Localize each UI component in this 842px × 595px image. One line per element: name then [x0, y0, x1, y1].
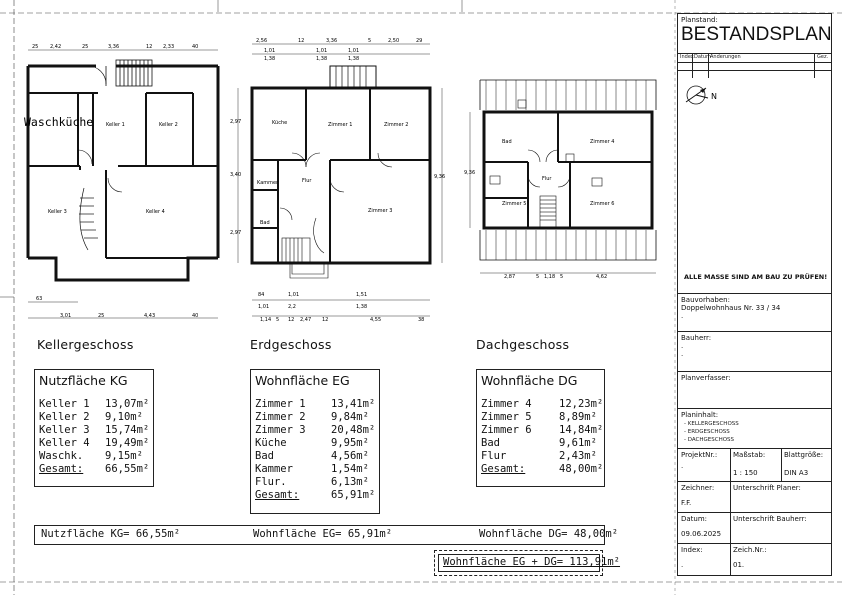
area-total-row [39, 463, 150, 475]
planverfasser-label: Planverfasser: [681, 374, 731, 382]
bauvorhaben-dot: . [681, 312, 684, 320]
dim-eg-bottom: 2,2 [288, 304, 296, 310]
summary-total-box [434, 550, 621, 576]
dim-kg-bottom: 40 [192, 313, 199, 319]
unterschrift-planer-label: Unterschrift Planer: [733, 484, 801, 492]
dim-eg-bottom: 12 [322, 317, 329, 323]
dim-eg-top: 5 [368, 38, 372, 44]
area-row [481, 424, 604, 436]
zeichner-value: F.F. [681, 499, 692, 507]
room-label-keller-1: Keller 1 [106, 122, 125, 128]
area-total-value: 48,00m² [559, 463, 604, 475]
plan-title: BESTANDSPLAN [681, 24, 832, 45]
dim-eg-top2: 1,01 [348, 48, 360, 54]
dim-kg-top: 40 [192, 44, 199, 50]
area-table-kg [34, 369, 154, 487]
zeichner-label: Zeichner: [681, 484, 715, 492]
room-label-zimmer-1: Zimmer 1 [328, 122, 353, 128]
area-row-value: 12,23m² [559, 398, 604, 410]
planinhalt-item: - KELLERGESCHOSS [684, 421, 739, 427]
dim-kg-bottom: 4,43 [144, 313, 156, 319]
dim-dg-bottom: 5 [536, 274, 540, 280]
area-row-name: Zimmer 4 [481, 398, 532, 410]
area-row-value: 13,41m² [331, 398, 376, 410]
dim-eg-top: 29 [416, 38, 423, 44]
dim-eg-top2: 1,01 [264, 48, 276, 54]
floor-title-kellergeschoss: Kellergeschoss [37, 337, 134, 352]
area-row-name: Keller 2 [39, 411, 90, 423]
dim-eg-bottom: 84 [258, 292, 265, 298]
area-row-value: 9,84m² [331, 411, 369, 423]
dim-kg-top: 25 [82, 44, 89, 50]
planinhalt-label: Planinhalt: [681, 411, 719, 419]
dim-eg-top: 3,36 [326, 38, 338, 44]
dim-eg-top2: 1,38 [348, 56, 360, 62]
area-row-name: Zimmer 3 [255, 424, 306, 436]
bauvorhaben-label: Bauvorhaben: [681, 296, 730, 304]
dim-eg-left: 3,40 [230, 172, 242, 178]
area-row-name: Flur. [255, 476, 287, 488]
north-label: N [711, 92, 717, 101]
index-dot: . [681, 561, 684, 569]
revision-header: Änderungen [710, 54, 741, 60]
unterschrift-bauherr-label: Unterschrift Bauherr: [733, 515, 807, 523]
erdgeschoss-plan [230, 38, 450, 328]
area-row [255, 450, 369, 462]
area-row [39, 398, 150, 410]
area-row-name: Zimmer 1 [255, 398, 306, 410]
area-row-value: 9,15m² [105, 450, 143, 462]
dim-eg-bottom: 1,38 [356, 304, 368, 310]
area-row-value: 8,89m² [559, 411, 597, 423]
dim-eg-top: 2,50 [388, 38, 400, 44]
summary-total: Wohnfläche EG + DG= 113,91m² [443, 556, 621, 568]
room-label-flur: Flur [302, 178, 312, 184]
area-total-value: 66,55m² [105, 463, 150, 475]
area-total-row [481, 463, 604, 475]
area-row [481, 411, 597, 423]
area-total-label: Gesamt: [39, 463, 84, 475]
dim-dg-bottom: 1,18 [544, 274, 556, 280]
bauvorhaben-value: Doppelwohnhaus Nr. 33 / 34 [681, 304, 781, 312]
area-row [39, 411, 143, 423]
dim-eg-bottom: 12 [288, 317, 295, 323]
area-row-name: Zimmer 5 [481, 411, 532, 423]
area-row [255, 463, 369, 475]
area-row-name: Zimmer 6 [481, 424, 532, 436]
check-dimensions-note: ALLE MASSE SIND AM BAU ZU PRÜFEN! [684, 273, 828, 281]
area-total-value: 65,91m² [331, 489, 376, 501]
area-row-name: Zimmer 2 [255, 411, 306, 423]
room-label-zimmer-3: Zimmer 3 [368, 208, 393, 214]
dim-eg-right: 9,36 [434, 174, 446, 180]
area-row-name: Bad [255, 450, 274, 462]
dim-dg-bottom: 2,87 [504, 274, 516, 280]
dim-kg-top: 2,33 [163, 44, 175, 50]
area-row [255, 476, 369, 488]
dim-eg-bottom: 1,01 [288, 292, 300, 298]
projektnr-label: ProjektNr.: [681, 451, 718, 459]
room-label-keller-3: Keller 3 [48, 209, 67, 215]
datum-value: 09.06.2025 [681, 530, 722, 538]
dim-dg-bottom: 4,62 [596, 274, 608, 280]
area-row-value: 2,43m² [559, 450, 597, 462]
room-label-keller-4: Keller 4 [146, 209, 165, 215]
blattgroesse-label: Blattgröße: [784, 451, 824, 459]
dim-eg-bottom: 5 [276, 317, 280, 323]
area-row [39, 437, 150, 449]
area-table-heading: Wohnfläche DG [481, 373, 578, 388]
bauherr-dot: . [681, 350, 684, 358]
index-label: Index: [681, 546, 703, 554]
floor-title-erdgeschoss: Erdgeschoss [250, 337, 332, 352]
area-row [481, 450, 597, 462]
area-row-value: 1,54m² [331, 463, 369, 475]
summary-dg: Wohnfläche DG= 48,00m² [479, 528, 619, 540]
summary-kg: Nutzfläche KG= 66,55m² [41, 528, 181, 540]
area-row-value: 6,13m² [331, 476, 369, 488]
room-label-kammer: Kammer [257, 180, 279, 186]
area-row-name: Keller 4 [39, 437, 90, 449]
area-row-value: 9,95m² [331, 437, 369, 449]
area-table-dg [476, 369, 605, 487]
dim-eg-bottom: 38 [418, 317, 425, 323]
area-row-value: 15,74m² [105, 424, 150, 436]
area-row [255, 437, 369, 449]
area-total-row [255, 489, 376, 501]
dim-eg-top2: 1,38 [316, 56, 328, 62]
dim-eg-bottom: 1,14 [260, 317, 272, 323]
area-row [255, 411, 369, 423]
dim-dg-side: 9,36 [464, 170, 476, 176]
north-arrow-icon [682, 82, 722, 108]
bauherr-dot: . [681, 342, 684, 350]
room-label-bad: Bad [260, 220, 270, 226]
room-label-waschkueche: Waschküche [24, 115, 94, 129]
dim-kg-top: 2,42 [50, 44, 62, 50]
title-block [677, 13, 832, 576]
dim-eg-top2: 1,01 [316, 48, 328, 54]
area-row [481, 437, 597, 449]
kellergeschoss-plan [18, 38, 218, 328]
area-total-label: Gesamt: [481, 463, 526, 475]
planinhalt-item: - ERDGESCHOSS [684, 429, 730, 435]
area-table-eg [250, 369, 380, 514]
area-row-value: 19,49m² [105, 437, 150, 449]
area-row [255, 424, 376, 436]
dachgeschoss-plan [466, 70, 671, 285]
area-table-heading: Nutzfläche KG [39, 373, 128, 388]
zeich-nr-value: 01. [733, 561, 745, 569]
room-label-bad-dg: Bad [502, 139, 512, 145]
area-row-value: 9,10m² [105, 411, 143, 423]
dim-kg-bottom: 63 [36, 296, 43, 302]
area-row-name: Bad [481, 437, 500, 449]
area-row [255, 398, 376, 410]
revision-header: Index [680, 54, 694, 60]
area-row-name: Keller 3 [39, 424, 90, 436]
dim-eg-bottom: 4,55 [370, 317, 382, 323]
room-label-zimmer-6: Zimmer 6 [590, 201, 615, 207]
room-label-kueche: Küche [272, 120, 288, 126]
dim-kg-top: 25 [32, 44, 39, 50]
room-label-flur-dg: Flur [542, 176, 552, 182]
dim-kg-top: 12 [146, 44, 153, 50]
planinhalt-item: - DACHGESCHOSS [684, 437, 735, 443]
blattgroesse-value: DIN A3 [784, 469, 809, 477]
dim-eg-bottom: 2,47 [300, 317, 312, 323]
area-row-name: Küche [255, 437, 287, 449]
datum-label: Datum: [681, 515, 708, 523]
plan-status-label: Planstand: [681, 16, 718, 24]
dim-kg-bottom: 3,01 [60, 313, 72, 319]
room-label-zimmer-2: Zimmer 2 [384, 122, 409, 128]
dim-eg-top2: 1,38 [264, 56, 276, 62]
area-row [481, 398, 604, 410]
dim-eg-bottom: 1,51 [356, 292, 368, 298]
summary-eg: Wohnfläche EG= 65,91m² [253, 528, 393, 540]
area-row-value: 4,56m² [331, 450, 369, 462]
area-row-value: 14,84m² [559, 424, 604, 436]
area-row [39, 424, 150, 436]
dim-dg-bottom: 5 [560, 274, 564, 280]
revision-header: Gez. [817, 54, 829, 60]
dim-kg-top: 3,36 [108, 44, 120, 50]
dim-eg-left: 2,97 [230, 230, 242, 236]
bauherr-label: Bauherr: [681, 334, 712, 342]
room-label-zimmer-4: Zimmer 4 [590, 139, 615, 145]
area-row-name: Waschk. [39, 450, 84, 462]
dim-eg-top: 12 [298, 38, 305, 44]
area-row-value: 20,48m² [331, 424, 376, 436]
projektnr-dot: . [681, 462, 684, 470]
zeich-nr-label: Zeich.Nr.: [733, 546, 767, 554]
area-table-heading: Wohnfläche EG [255, 373, 350, 388]
area-total-label: Gesamt: [255, 489, 300, 501]
area-row-value: 9,61m² [559, 437, 597, 449]
area-row-name: Kammer [255, 463, 293, 475]
summary-strip [34, 525, 619, 545]
area-row-value: 13,07m² [105, 398, 150, 410]
dim-kg-bottom: 25 [98, 313, 105, 319]
massstab-value: 1 : 150 [733, 469, 758, 477]
room-label-zimmer-5: Zimmer 5 [502, 201, 527, 207]
massstab-label: Maßstab: [733, 451, 766, 459]
area-row-name: Keller 1 [39, 398, 90, 410]
area-row [39, 450, 143, 462]
revision-table [678, 53, 831, 78]
revision-header: Datum [694, 54, 711, 60]
floor-title-dachgeschoss: Dachgeschoss [476, 337, 570, 352]
dim-eg-left: 2,97 [230, 119, 242, 125]
dim-eg-top: 2,56 [256, 38, 268, 44]
area-row-name: Flur [481, 450, 507, 462]
room-label-keller-2: Keller 2 [159, 122, 178, 128]
dim-eg-bottom: 1,01 [258, 304, 270, 310]
